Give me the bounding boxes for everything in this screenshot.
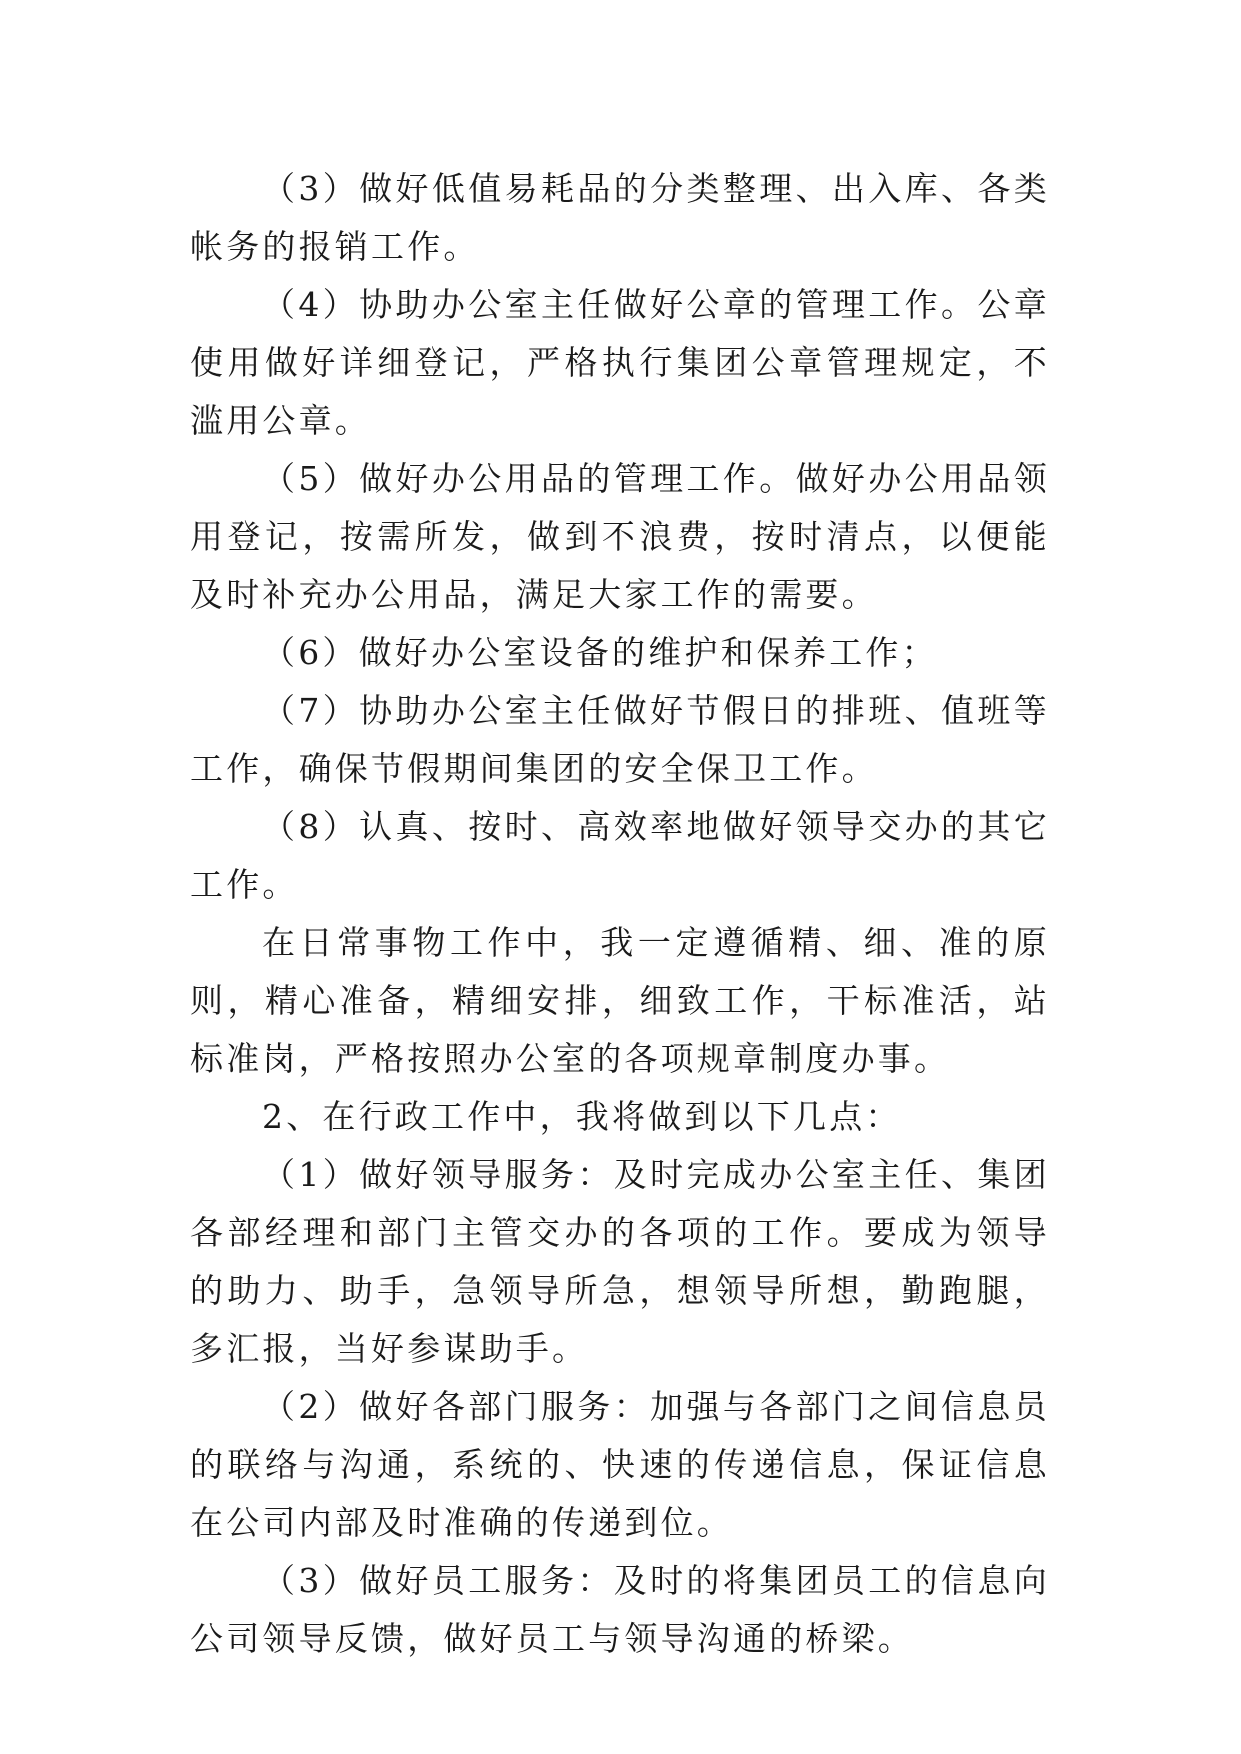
- paragraph: （7）协助办公室主任做好节假日的排班、值班等工作，确保节假期间集团的安全保卫工作。: [190, 691, 1050, 788]
- paragraph: （3）做好低值易耗品的分类整理、出入库、各类帐务的报销工作。: [190, 169, 1050, 266]
- paragraph: （5）做好办公用品的管理工作。做好办公用品领用登记，按需所发，做到不浪费，按时清点，以便能及时补充办公用品，满足大家工作的需要。: [190, 459, 1050, 614]
- paragraph: （2）做好各部门服务：加强与各部门之间信息员的联络与沟通，系统的、快速的传递信息，保证信息在公司内部及时准确的传递到位。: [190, 1387, 1050, 1542]
- paragraph: （3）做好员工服务：及时的将集团员工的信息向公司领导反馈，做好员工与领导沟通的桥梁。: [190, 1561, 1050, 1658]
- paragraph: 在日常事物工作中，我一定遵循精、细、准的原则，精心准备，精细安排，细致工作，干标准活，站标准岗，严格按照办公室的各项规章制度办事。: [190, 923, 1050, 1078]
- paragraph: （6）做好办公室设备的维护和保养工作；: [262, 633, 938, 672]
- paragraph: 2、在行政工作中，我将做到以下几点：: [262, 1097, 902, 1136]
- document-body: [190, 160, 1050, 1668]
- paragraph: （8）认真、按时、高效率地做好领导交办的其它工作。: [190, 807, 1050, 904]
- paragraph: （4）协助办公室主任做好公章的管理工作。公章使用做好详细登记，严格执行集团公章管理规定，不滥用公章。: [190, 285, 1050, 440]
- paragraph: （1）做好领导服务：及时完成办公室主任、集团各部经理和部门主管交办的各项的工作。要成为领导的助力、助手，急领导所急，想领导所想，勤跑腿，多汇报，当好参谋助手。: [190, 1155, 1050, 1368]
